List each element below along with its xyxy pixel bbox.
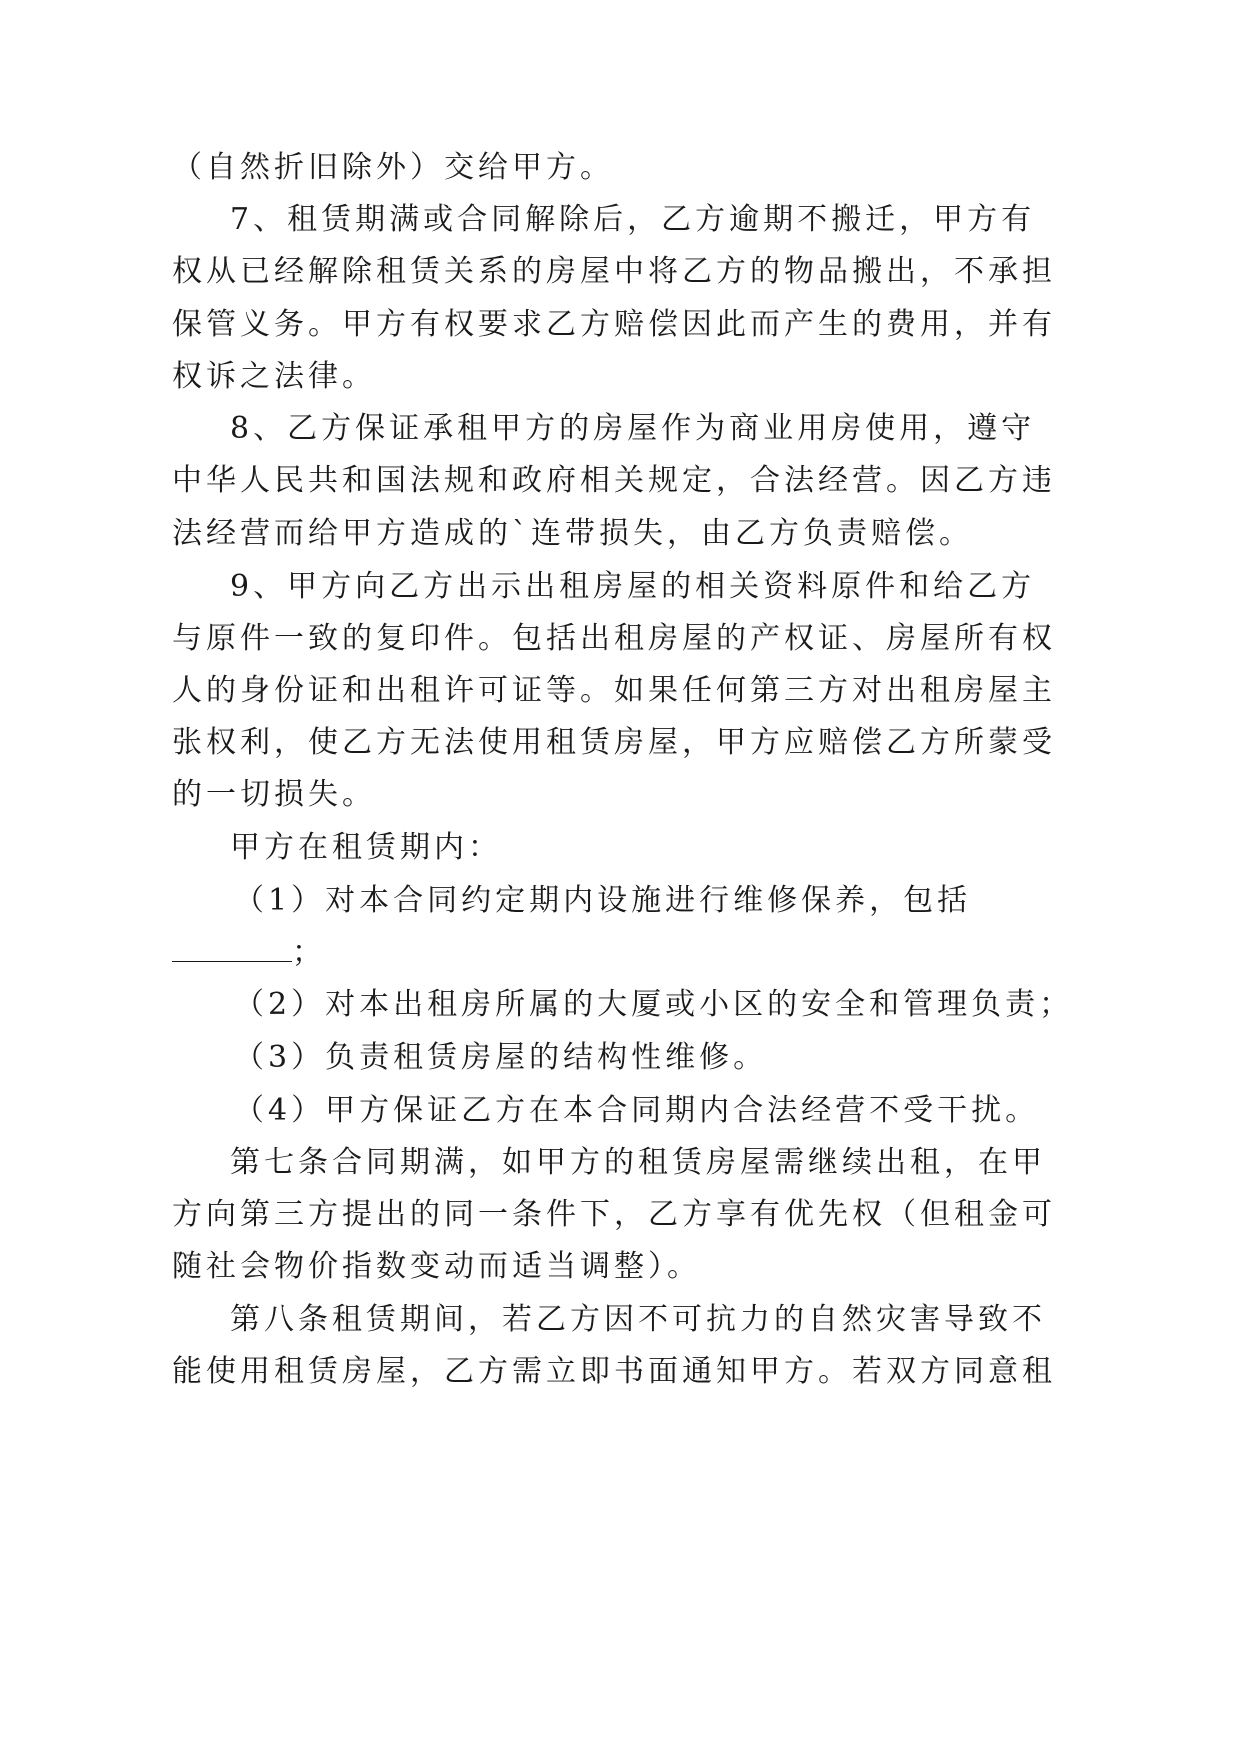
text-line: 9、甲方向乙方出示出租房屋的相关资料原件和给乙方 — [230, 569, 1036, 604]
text-line: 能使用租赁房屋，乙方需立即书面通知甲方。若双方同意租 — [172, 1354, 1056, 1389]
text-line: 随社会物价指数变动而适当调整）。 — [172, 1249, 701, 1284]
text-line: 权从已经解除租赁关系的房屋中将乙方的物品搬出，不承担 — [172, 254, 1056, 289]
text-line: 方向第三方提出的同一条件下，乙方享有优先权（但租金可 — [172, 1197, 1056, 1232]
fill-in-line — [172, 933, 326, 973]
text-line: 8、乙方保证承租甲方的房屋作为商业用房使用，遵守 — [230, 411, 1036, 446]
text-line: 权诉之法律。 — [172, 359, 376, 394]
text-line: （1）对本合同约定期内设施进行维修保养，包括 — [234, 883, 972, 918]
text-line: （自然折旧除外）交给甲方。 — [172, 150, 614, 185]
text-line: 张权利，使乙方无法使用租赁房屋，甲方应赔偿乙方所蒙受 — [172, 725, 1056, 760]
text-line: （4）甲方保证乙方在本合同期内合法经营不受干扰。 — [234, 1093, 1040, 1128]
text-line: 保管义务。甲方有权要求乙方赔偿因此而产生的费用，并有 — [172, 307, 1056, 342]
text-line: 法经营而给甲方造成的`连带损失，由乙方负责赔偿。 — [172, 516, 973, 551]
text-line: 第七条合同期满，如甲方的租赁房屋需继续出租，在甲 — [230, 1145, 1046, 1180]
text-line: （2）对本出租房所属的大厦或小区的安全和管理负责； — [234, 987, 1074, 1022]
text-line: 人的身份证和出租许可证等。如果任何第三方对出租房屋主 — [172, 673, 1056, 708]
text-line: 7、租赁期满或合同解除后，乙方逾期不搬迁，甲方有 — [230, 202, 1036, 237]
fill-in-blank — [172, 935, 292, 962]
text-fragment: ； — [292, 935, 326, 970]
text-line: 中华人民共和国法规和政府相关规定，合法经营。因乙方违 — [172, 463, 1056, 498]
text-line: 的一切损失。 — [172, 777, 376, 812]
text-line: 甲方在租赁期内： — [230, 830, 502, 865]
text-line: 第八条租赁期间，若乙方因不可抗力的自然灾害导致不 — [230, 1302, 1046, 1337]
text-line: （3）负责租赁房屋的结构性维修。 — [234, 1040, 768, 1075]
text-line: 与原件一致的复印件。包括出租房屋的产权证、房屋所有权 — [172, 621, 1056, 656]
